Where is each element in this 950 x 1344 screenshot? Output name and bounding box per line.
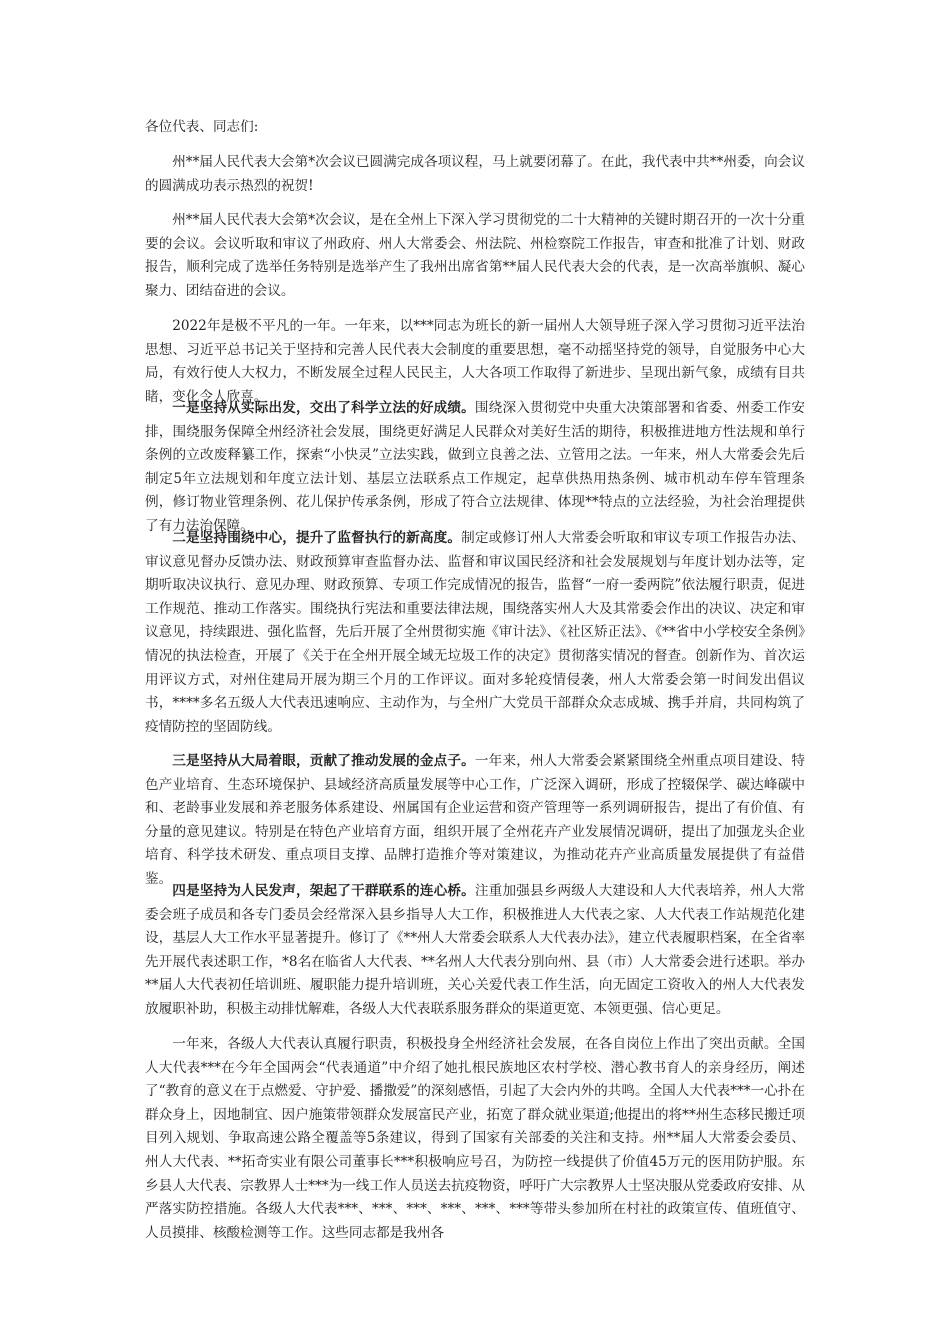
paragraph-6 xyxy=(145,750,805,892)
paragraph-7-text: 注重加强县乡两级人大建设和人大代表培养，州人大常委会班子成员和各专门委员会经常深入县乡指导人大工作，积极推进人大代表之家、人大代表工作站规范化建设，基层人大工作水平显著提升。修订了《**州人大常委会联系人大代表办法》，建立代表履职档案，在全省率先开展代表述职工作，*8名在临省人大代表、**名州人大代表分别向州、县（市）人大常委会进行述职。举办**届人大代表初任培训班、履职能力提升培训班，关心关爱代表工作生活，向无固定工资收入的州人大代表发放履职补助，积极主动排忧解难，各级人大代表联系服务群众的渠道更宽、本领更强、信心更足。 xyxy=(145,883,806,1017)
paragraph-3-text: 2022年是极不平凡的一年。一年来，以***同志为班长的新一届州人大领导班子深入学习贯彻习近平法治思想、习近平总书记关于坚持和完善人民代表大会制度的重要思想，毫不动摇坚持党的领导，自觉服务中心大局，有效行使人大权力，不断发展全过程人民民主，人大各项工作取得了新进步、呈现出新气象，成绩有目共睹，变化令人欣喜。 xyxy=(145,318,805,405)
paragraph-5-lead: 二是坚持围绕中心，提升了监督执行的新高度。 xyxy=(172,530,462,546)
salutation: 各位代表、同志们: xyxy=(145,119,259,135)
paragraph-4-lead: 一是坚持从实际出发，交出了科学立法的好成绩。 xyxy=(172,400,475,416)
paragraph-8 xyxy=(145,1033,805,1245)
paragraph-2 xyxy=(145,209,805,303)
paragraph-6-lead: 三是坚持从大局着眼，贡献了推动发展的金点子。 xyxy=(172,753,475,769)
paragraph-7-lead: 四是坚持为人民发声，架起了干群联系的连心桥。 xyxy=(172,883,475,899)
paragraph-5-text: 制定或修订州人大常委会听取和审议专项工作报告办法、审议意见督办反馈办法、财政预算审查监督办法、监督和审议国民经济和社会发展规划与年度计划办法等，定期听取决议执行、意见办理、财政预算、专项工作完成情况的报告，监督“一府一委两院”依法履行职责，促进工作规范、推动工作落实。围绕执行宪法和重要法律法规，围绕落实州人大及其常委会作出的决议、决定和审议意见，持续跟进、强化监督，先后开展了全州贯彻实施《审计法》、《社区矫正法》、《**省中小学校安全条例》情况的执法检查，开展了《关于在全州开展全域无垃圾工作的决定》贯彻落实情况的督查。创新作为、首次运用评议方式，对州住建局开展为期三个月的工作评议。面对多轮疫情侵袭，州人大常委会第一时间发出倡议书，****多名五级人大代表迅速响应、主动作为，与全州广大党员干部群众众志成城、携手并肩，共同构筑了疫情防控的坚固防线。 xyxy=(145,530,805,735)
paragraph-6-text: 一年来，州人大常委会紧紧围绕全州重点项目建设、特色产业培育、生态环境保护、县域经济高质量发展等中心工作，广泛深入调研，形成了控辍保学、碳达峰碳中和、老龄事业发展和养老服务体系建设、州属国有企业运营和资产管理等一系列调研报告，提出了有价值、有分量的意见建议。特别是在特色产业培育方面，组织开展了全州花卉产业发展情况调研，提出了加强龙头企业培育、科学技术研发、重点项目支撑、品牌打造推介等对策建议，为推动花卉产业高质量发展提供了有益借鉴。 xyxy=(145,753,806,887)
paragraph-8-text: 一年来，各级人大代表认真履行职责，积极投身全州经济社会发展，在各自岗位上作出了突出贡献。全国人大代表***在今年全国两会“代表通道”中介绍了她扎根民族地区农村学校、潜心教书育人的亲身经历，阐述了“教育的意义在于点燃爱、守护爱、播撒爱”的深刻感悟，引起了大会内外的共鸣。全国人大代表***一心扑在群众身上，因地制宜、因户施策带领群众发展富民产业，拓宽了群众就业渠道;他提出的将**州生态移民搬迁项目列入规划、争取高速公路全覆盖等5条建议，得到了国家有关部委的关注和支持。州**届人大常委会委员、州人大代表、**拓奇实业有限公司董事长***积极响应号召，为防控一线提供了价值45万元的医用防护服。东乡县人大代表、宗教界人士***为一线工作人员送去抗疫物资，呼吁广大宗教界人士坚决服从党委政府安排、从严落实防控措施。各级人大代表***、***、***、***、***、***等带头参加所在村社的政策宣传、值班值守、人员摸排、核酸检测等工作。这些同志都是我州各 xyxy=(145,1036,805,1241)
paragraph-2-text: 州**届人民代表大会第*次会议，是在全州上下深入学习贯彻党的二十大精神的关键时期召开的一次十分重要的会议。会议听取和审议了州政府、州人大常委会、州法院、州检察院工作报告，审查和批准了计划、财政报告，顺利完成了选举任务特别是选举产生了我州出席省第**届人民代表大会的代表，是一次高举旗帜、凝心聚力、团结奋进的会议。 xyxy=(145,212,805,299)
paragraph-1-text: 州**届人民代表大会第*次会议已圆满完成各项议程，马上就要闭幕了。在此，我代表中共**州委，向会议的圆满成功表示热烈的祝贺! xyxy=(145,154,805,194)
paragraph-5 xyxy=(145,527,805,739)
paragraph-4 xyxy=(145,397,805,539)
paragraph-7 xyxy=(145,880,805,1022)
paragraph-4-text: 围绕深入贯彻党中央重大决策部署和省委、州委工作安排，围绕服务保障全州经济社会发展，围绕更好满足人民群众对美好生活的期待，积极推进地方性法规和单行条例的立改废释纂工作，探索“小快灵”立法实践，做到立良善之法、立管用之法。一年来，州人大常委会先后制定5年立法规划和年度立法计划、基层立法联系点工作规定，起草供热用热条例、城市机动车停车管理条例，修订物业管理条例、花儿保护传承条例，形成了符合立法规律、体现**特点的立法经验，为社会治理提供了有力法治保障。 xyxy=(145,400,806,534)
paragraph-3 xyxy=(145,315,805,409)
paragraph-1 xyxy=(145,151,805,198)
